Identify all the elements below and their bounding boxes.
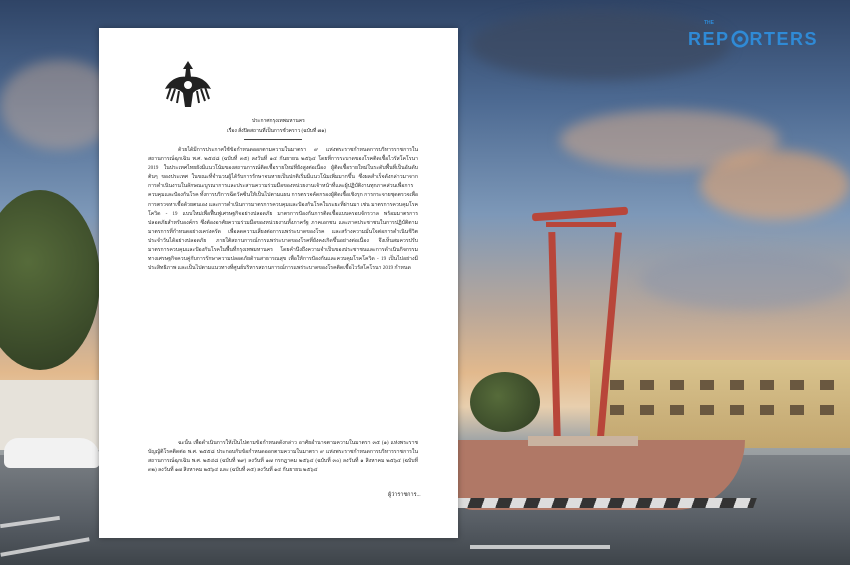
building-right [590, 360, 850, 448]
window [730, 380, 744, 390]
window [790, 380, 804, 390]
tree [0, 190, 100, 370]
window [670, 405, 684, 415]
window [640, 405, 654, 415]
the-reporters-logo [688, 28, 818, 50]
window [700, 405, 714, 415]
document-closing: ผู้ว่าราชการ... [388, 492, 421, 498]
window [820, 405, 834, 415]
heading-divider [244, 139, 302, 140]
window [760, 405, 774, 415]
curb [453, 498, 757, 508]
document-paragraph-2: ฉะนั้น เพื่อดำเนินการให้เป็นไปตามข้อกำหนดดังกล่าว อาศัยอำนาจตามความในมาตรา ๓๕ (๑) แห่งพระราชบัญญัติโรคติดต่อ พ.ศ. ๒๕๕๘ ประกอบกับข้อกำหนดออกตามความในมาตรา ๙ แห่งพระราชกำหนดการบริหารราชการในสถานการณ์ฉุกเฉิน พ.ศ. ๒๕๔๘ (ฉบับที่ ๒๙) ลงวันที่ ๑๗ กรกฎาคม ๒๕๖๔ (ฉบับที่ ๓๐) ลงวันที่ ๑ สิงหาคม ๒๕๖๔ (ฉบับที่ ๓๒) ลงวันที่ ๑๗ สิงหาคม ๒๕๖๔ และ (ฉบับที่ ๓๕) ลงวันที่ ๑๔ กันยายน ๒๕๖๔ [148, 440, 418, 474]
white-car [4, 438, 100, 468]
window [610, 380, 624, 390]
giant-swing-crossbar [532, 207, 628, 222]
window [760, 380, 774, 390]
document-heading: ประกาศกรุงเทพมหานคร [252, 119, 305, 124]
window [700, 380, 714, 390]
lane-marking [470, 545, 610, 549]
document-subject: เรื่อง สั่งปิดสถานที่เป็นการชั่วคราว (ฉบับที่ ๗๑) [227, 129, 327, 134]
tree [470, 372, 540, 432]
logo-text-left: REP [688, 28, 730, 49]
window [610, 405, 624, 415]
window [820, 380, 834, 390]
cloud [700, 150, 850, 220]
logo-prefix: THE [704, 20, 714, 26]
giant-swing-pillar-left [548, 232, 560, 437]
target-o-icon [731, 30, 749, 48]
window [790, 405, 804, 415]
window [670, 380, 684, 390]
window [640, 380, 654, 390]
giant-swing-beam [546, 222, 616, 227]
document-paragraph-1: ด้วยได้มีการประกาศใช้ข้อกำหนดออกตามความในมาตรา ๙ แห่งพระราชกำหนดการบริหารราชการในสถานการณ์ฉุกเฉิน พ.ศ. ๒๕๔๘ (ฉบับที่ ๓๕) ลงวันที่ ๑๔ กันยายน ๒๕๖๔ โดยที่การระบาดของโรคติดเชื้อไวรัสโคโรนา 2019 ในประเทศไทยยังมีแนวโน้มของสถานการณ์ติดเชื้อรายใหม่ที่ยังสูงต่อเนื่อง ผู้ติดเชื้อรายใหม่ในระดับพื้นที่เป็นอันดับต้นๆ ของประเทศ ในขณะที่จำนวนผู้ได้รับการรักษาจนหายเป็นปกติเริ่มมีแนวโน้มเพิ่มมากขึ้น ซึ่งผลสำเร็จดังกล่าวมาจากการดำเนินงานในลักษณะบูรณาการและประสานความร่วมมือของหน่วยงานเจ้าหน้าที่และผู้ปฏิบัติงานทุกภาคส่วนเพื่อการควบคุมและป้องกันโรค ทั้งการบริการฉีดวัคซีนให้เป็นไปตามแผน การตรวจคัดกรองผู้ติดเชื้อเชิงรุก การกระจายชุดตรวจเพื่อการตรวจหาเชื้อด้วยตนเอง และการดำเนินการมาตรการควบคุมและป้องกันโรคในระยะที่ผ่านมา เช่น มาตรการควบคุมโรคโควิด - 19 แบบใหม่เพื่อฟื้นฟูเศรษฐกิจอย่างปลอดภัย มาตรการป้องกันการติดเชื้อแบบครอบจักรวาล พร้อมมาตรการปลอดภัยสำหรับองค์กร ซึ่งต้องอาศัยความร่วมมือของหน่วยงานทั้งภาครัฐ ภาคเอกชน และภาคประชาชนในการปฏิบัติตามมาตรการที่กำหนดอย่างเคร่งครัด เพื่อลดความเสี่ยงต่อการแพร่ระบาดของโรค และสร้างความมั่นใจต่อการดำเนินชีวิตประจำวันได้อย่างปลอดภัย ภายใต้สถานการณ์การแพร่ระบาดของโรคที่ยังคงเกิดขึ้นอย่างต่อเนื่อง จึงเห็นสมควรปรับมาตรการควบคุมและป้องกันโรคในพื้นที่กรุงเทพมหานคร โดยคำนึงถึงความจำเป็นของประชาชนและการดำเนินกิจกรรมทางเศรษฐกิจควบคู่กับการรักษาความปลอดภัยด้านสาธารณสุข เพื่อให้การป้องกันและควบคุมโรคโควิด - 19 เป็นไปอย่างมีประสิทธิภาพ และเป็นไปตามแนวทางที่ศูนย์บริหารสถานการณ์การแพร่ระบาดของโรคติดเชื้อไวรัสโคโรนา 2019 กำหนด [148, 147, 418, 272]
window [730, 405, 744, 415]
logo-text-right: RTERS [749, 28, 819, 49]
garuda-emblem-icon [163, 57, 213, 111]
giant-swing-base [528, 436, 638, 446]
cloud [640, 250, 850, 310]
